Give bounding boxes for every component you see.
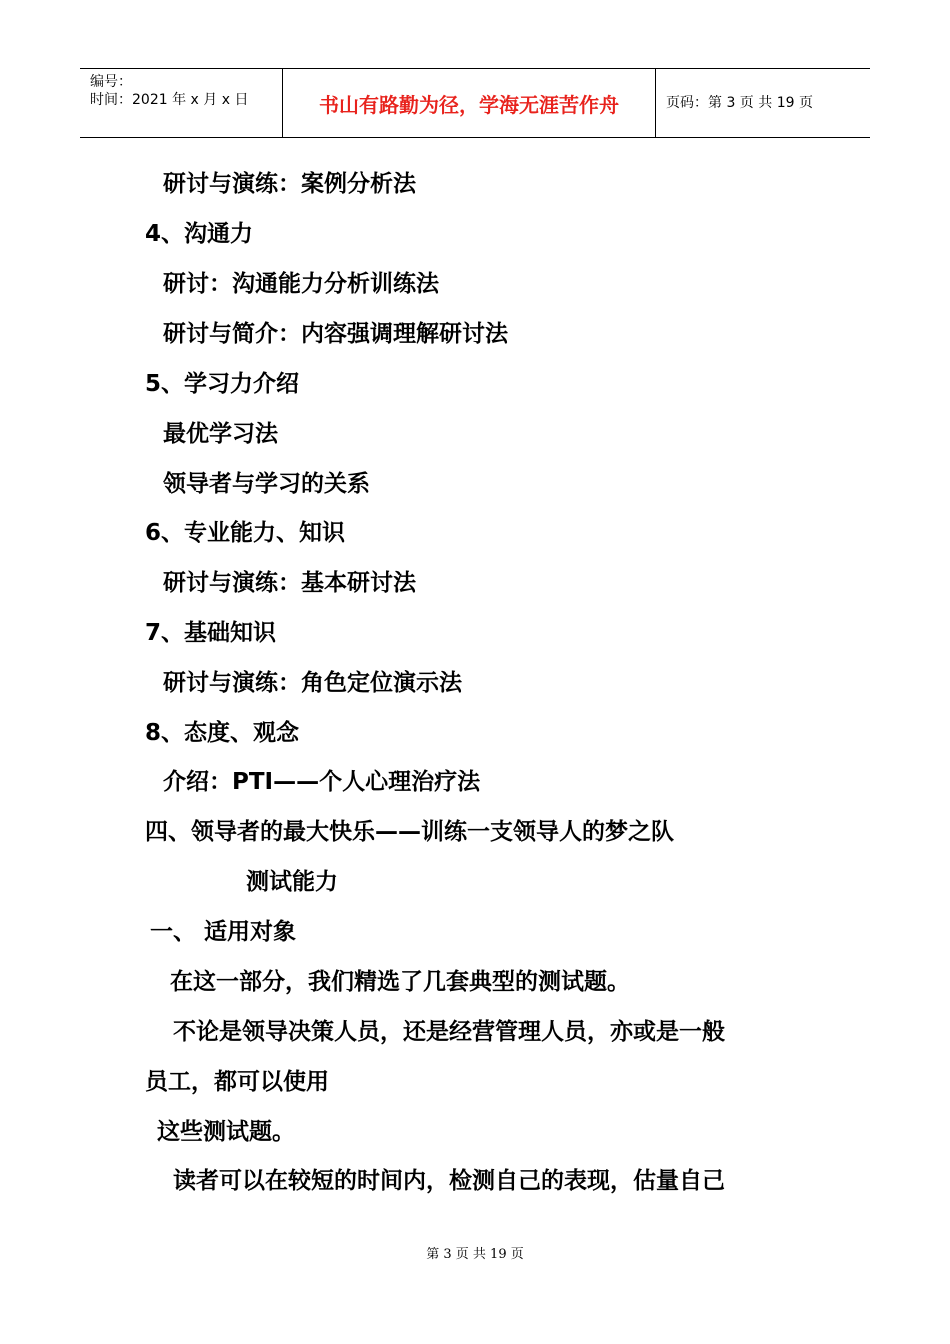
- section-heading: 7、基础知识: [145, 620, 277, 646]
- body-line: 研讨与演练：角色定位演示法: [163, 670, 462, 696]
- body-line: 最优学习法: [163, 421, 278, 447]
- body-line: 研讨与简介：内容强调理解研讨法: [163, 321, 508, 347]
- body-line: 研讨与演练：基本研讨法: [163, 570, 416, 596]
- header-left-cell: [80, 69, 283, 137]
- section-heading: 5、学习力介绍: [145, 371, 300, 397]
- paragraph-line: 员工，都可以使用: [145, 1069, 329, 1095]
- page-footer: 第 3 页 共 19 页: [426, 1247, 524, 1262]
- chapter-subtitle: 测试能力: [246, 869, 338, 895]
- header-center-cell: [283, 69, 656, 137]
- body-line: 研讨：沟通能力分析训练法: [163, 271, 439, 297]
- section-heading: 4、沟通力: [145, 221, 254, 247]
- paragraph-line: 不论是领导决策人员，还是经营管理人员，亦或是一般: [173, 1019, 725, 1045]
- body-line: 介绍：PTI——个人心理治疗法: [163, 769, 481, 795]
- paragraph-line: 这些测试题。: [157, 1119, 295, 1145]
- section-heading: 8、态度、观念: [145, 720, 300, 746]
- number-label: 编号：: [90, 74, 132, 90]
- motto: 书山有路勤为径，学海无涯苦作舟: [319, 93, 619, 117]
- chapter-heading: 四、领导者的最大快乐——训练一支领导人的梦之队: [145, 819, 674, 845]
- date-label: 时间：2021 年 x 月 x 日: [90, 92, 249, 108]
- section-heading: 一、 适用对象: [150, 919, 297, 945]
- section-heading: 6、专业能力、知识: [145, 520, 346, 546]
- header-right-cell: [656, 69, 870, 137]
- body-line: 领导者与学习的关系: [163, 471, 370, 497]
- body-line: 研讨与演练：案例分析法: [163, 171, 416, 197]
- page-code: 页码：第 3 页 共 19 页: [666, 95, 813, 111]
- paragraph-line: 在这一部分，我们精选了几套典型的测试题。: [170, 969, 630, 995]
- paragraph-line: 读者可以在较短的时间内，检测自己的表现，估量自己: [173, 1168, 725, 1194]
- header-table: [80, 68, 870, 138]
